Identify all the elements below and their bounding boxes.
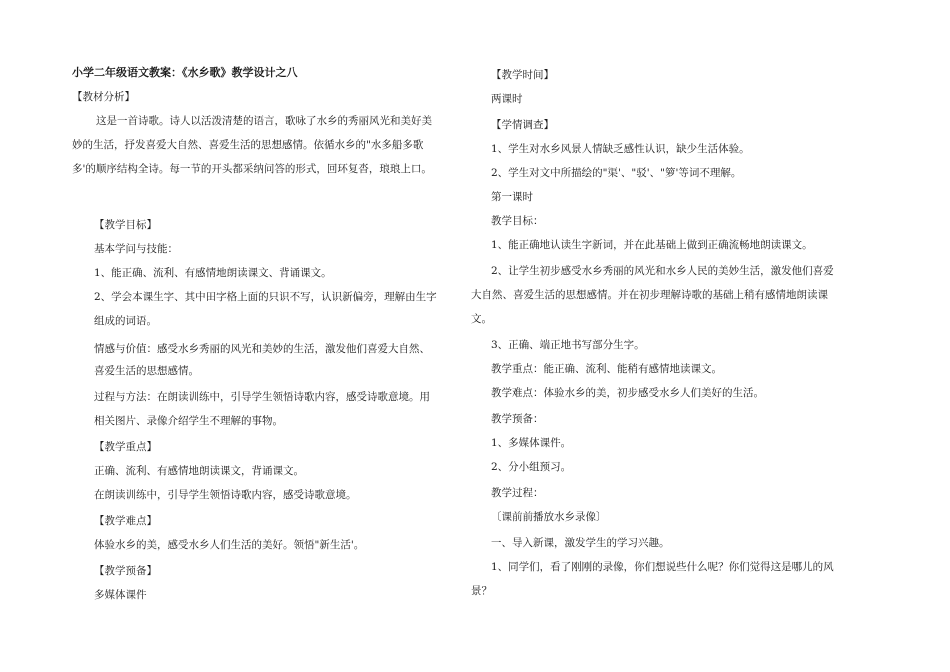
heading-time: 【教学时间】 (491, 69, 554, 81)
analysis-line-2: 妙的生活，抒发喜爱大自然、喜爱生活的思想感情。依循水乡的"水多船多歌 (72, 139, 424, 151)
heading-analysis: 【教材分析】 (72, 91, 135, 103)
lesson-goal-2c: 文。 (471, 313, 492, 325)
prep-item-1: 多媒体课件 (94, 589, 147, 601)
heading-difficulty: 【教学难点】 (94, 515, 157, 527)
goals-item-2b: 组成的词语。 (94, 315, 157, 327)
survey-item-1: 1、学生对水乡风景人情缺乏感性认识，缺少生活体验。 (491, 143, 750, 155)
lesson-difficulty: 教学难点：体验水乡的美，初步感受水乡人们美好的生活。 (491, 387, 764, 399)
heading-goals: 【教学目标】 (94, 219, 157, 231)
lesson-step-1-1b: 景？ (471, 585, 492, 597)
heading-survey: 【学情调查】 (491, 119, 554, 131)
lesson-goal-1: 1、能正确地认读生字新词，并在此基础上做到正确流畅地朗读课文。 (491, 239, 813, 251)
lesson-goal-2a: 2、让学生初步感受水乡秀丽的风光和水乡人民的美妙生活，激发他们喜爱 (491, 265, 834, 277)
lesson-1-label: 第一课时 (491, 191, 533, 203)
lesson-process-note: 〔课前前播放水乡录像〕 (491, 511, 607, 523)
lesson-prep-2: 2、分小组预习。 (491, 461, 572, 473)
focus-item-1: 正确、流利、有感情地朗读课文，背诵课文。 (94, 465, 304, 477)
goals-process-a: 过程与方法：在朗读训练中，引导学生领悟诗歌内容，感受诗歌意境。用 (94, 391, 430, 403)
focus-item-2: 在朗读训练中，引导学生领悟诗歌内容，感受诗歌意境。 (94, 489, 357, 501)
goals-emotion-b: 喜爱生活的思想感情。 (94, 365, 199, 377)
goals-emotion-a: 情感与价值：感受水乡秀丽的风光和美妙的生活，激发他们喜爱大自然、 (94, 343, 430, 355)
lesson-process-label: 教学过程： (491, 487, 544, 499)
lesson-goal-3: 3、正确、端正地书写部分生字。 (491, 339, 645, 351)
lesson-focus: 教学重点：能正确、流利、能稍有感情地读课文。 (491, 363, 722, 375)
survey-item-2: 2、学生对文中所描绘的"渠'、"驳'、"箩'等词不理解。 (491, 167, 742, 179)
analysis-line-1: 这是一首诗歌。诗人以活泼清楚的语言，歌咏了水乡的秀丽风光和美好美 (96, 115, 432, 127)
goals-item-2a: 2、学会本课生字、其中田字格上面的只识不写，认识新偏旁，理解由生字 (94, 291, 437, 303)
goals-basic-label: 基本学问与技能： (94, 243, 178, 255)
difficulty-item-1: 体验水乡的美，感受水乡人们生活的美好。领悟"新生活'。 (94, 539, 365, 551)
lesson-prep-1: 1、多媒体课件。 (491, 437, 572, 449)
analysis-line-3: 多'的顺序结构全诗。每一节的开头都采纳问答的形式，回环复沓，琅琅上口。 (72, 163, 432, 175)
lesson-goal-2b: 大自然、喜爱生活的思想感情。并在初步理解诗歌的基础上稍有感情地朗读课 (471, 289, 828, 301)
lesson-step-1-1a: 1、同学们，看了刚刚的录像，你们想说些什么呢？你们觉得这是哪儿的风 (491, 561, 834, 573)
time-item-1: 两课时 (491, 93, 523, 105)
heading-prep: 【教学预备】 (94, 565, 157, 577)
heading-focus: 【教学重点】 (94, 441, 157, 453)
lesson-goals-label: 教学目标： (491, 215, 544, 227)
document-title: 小学二年级语文教案：《水乡歌》教学设计之八 (72, 66, 298, 79)
lesson-prep-label: 教学预备： (491, 413, 544, 425)
lesson-step-1: 一、导入新课，激发学生的学习兴趣。 (491, 537, 670, 549)
goals-item-1: 1、能正确、流利、有感情地朗读课文、背诵课文。 (94, 267, 332, 279)
goals-process-b: 相关图片、录像介绍学生不理解的事物。 (94, 415, 283, 427)
